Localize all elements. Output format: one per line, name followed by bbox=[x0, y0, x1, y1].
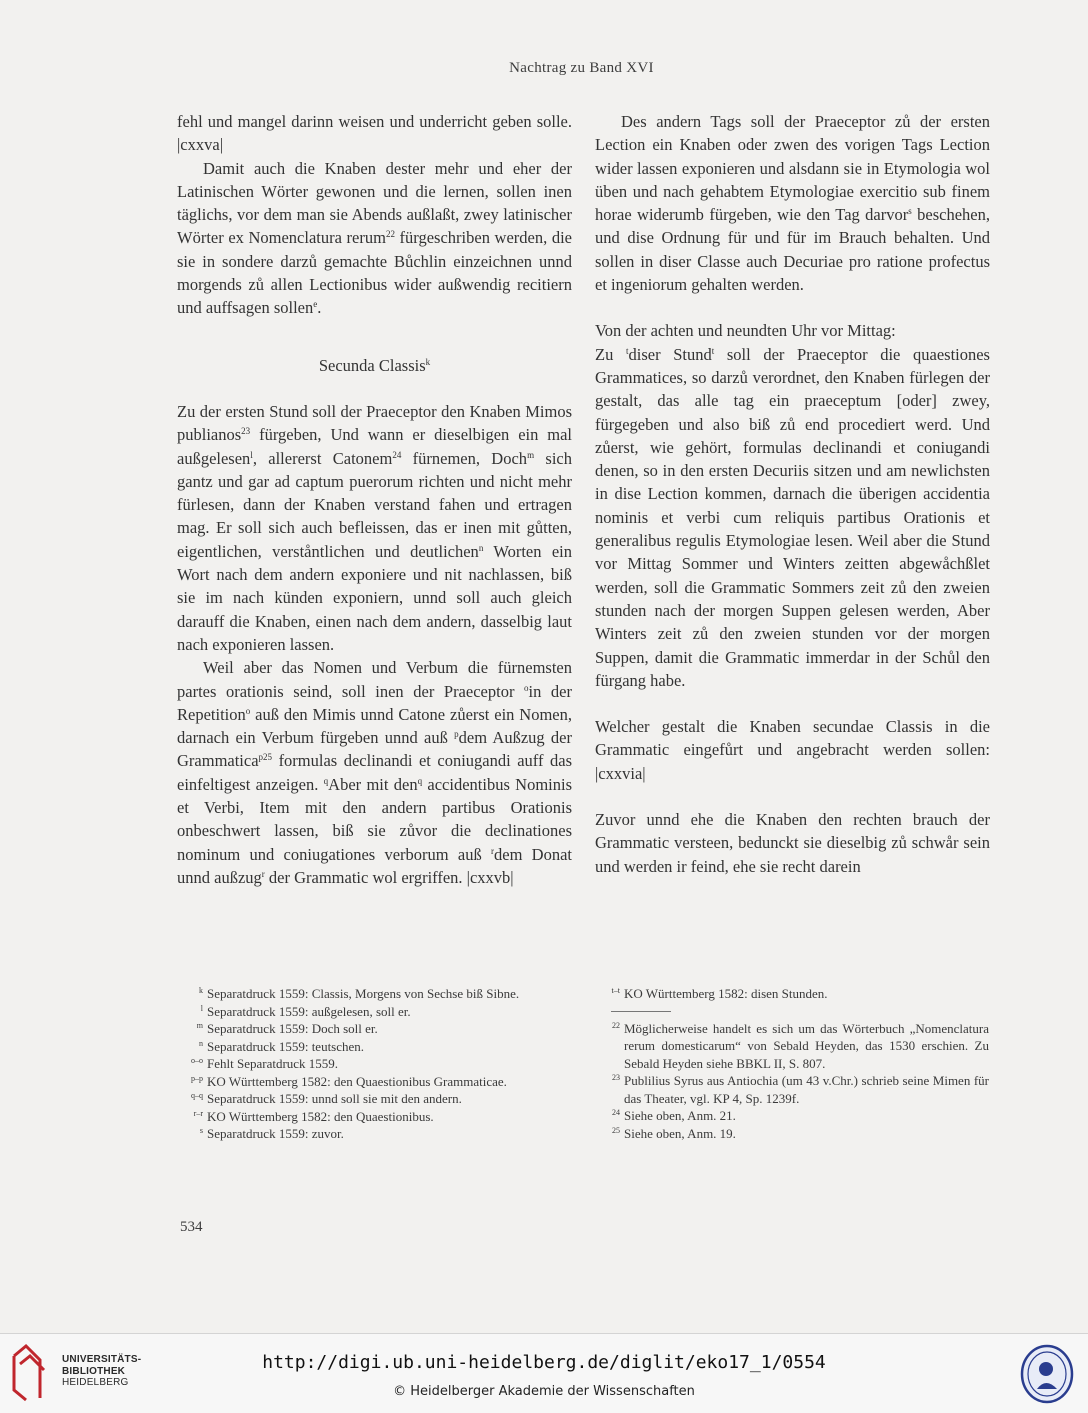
right-text-column bbox=[595, 110, 990, 878]
paragraph: Des andern Tags soll der Praeceptor zů der ersten Lection ein Knaben oder zwen des vorigen Tags Lection wider lassen exponieren und alsdann sie in Etymologia wol üben und nach gehabtem Etymologiae exercitio sub finem horae widerumb fürgeben, wie den Tag darvor$^s$ beschehen, und dise Ordnung für und für im Brauch behalten. Und sollen in diser Classe auch Decuriae pro ratione profectus et ingeniorum gehalten werden. bbox=[595, 112, 990, 295]
copyright-notice: © Heidelberger Akademie der Wissenschaften bbox=[393, 1384, 695, 1399]
footnote: k Separatdruck 1559: Classis, Morgens von Sechse biß Sibne. bbox=[199, 986, 520, 1001]
footnote: p–p KO Württemberg 1582: den Quaestionibus Grammaticae. bbox=[191, 1073, 507, 1089]
footnotes-left bbox=[186, 985, 576, 1143]
paragraph: Damit auch die Knaben dester mehr und eher der Latinischen Wörter gewonen und die lernen, sollen inen täglichs, vor dem man sie Abends außlaßt, zwey latinischer Wörter ex Nomenclatura rerum$^{22}$ fürgeschriben werden, die sie in sondere darzů gemachte Bůchlin einzeichnen unnd morgends zů allen Lectionibus wider außwendig recitiern und auffsagen sollen$^e$. bbox=[177, 158, 572, 318]
footnote: t–t KO Württemberg 1582: disen Stunden. bbox=[611, 986, 828, 1001]
footnote: n Separatdruck 1559: teutschen. bbox=[199, 1038, 365, 1054]
footnote: 22 Möglicherweise handelt es sich um das Wörterbuch „Nomenclatura rerum domesticarum“ von Sebald Heyden, das 1530 erschien. Zu Sebald Heyden siehe BBKL II, S. 807. bbox=[612, 1020, 989, 1071]
footnote: 24 Siehe oben, Anm. 21. bbox=[612, 1108, 736, 1123]
footnote: 23 Publilius Syrus aus Antiochia (um 43 v.Chr.) schrieb seine Mimen für das Theater, vgl. KP 4, Sp. 1239f. bbox=[612, 1073, 989, 1106]
left-text-column bbox=[177, 110, 572, 889]
footnotes-right bbox=[603, 985, 989, 1142]
footnote-divider bbox=[611, 1011, 671, 1012]
footnote: r–r KO Württemberg 1582: den Quaestionibus. bbox=[193, 1108, 434, 1124]
paragraph: Welcher gestalt die Knaben secundae Classis in die Grammatic eingefůrt und angebracht werden sollen: |cxxvia| bbox=[595, 717, 990, 783]
running-header: Nachtrag zu Band XVI bbox=[509, 60, 654, 76]
page-number: 534 bbox=[180, 1219, 203, 1235]
footnote: l Separatdruck 1559: außgelesen, soll er. bbox=[200, 1003, 411, 1019]
paragraph: Zu der ersten Stund soll der Praeceptor den Knaben Mimos publianos$^{23}$ fürgeben, Und wann er dieselbigen ein mal außgelesen$^l$, allererst Catonem$^{24}$ fürnemen, Doch$^m$ sich gantz und gar ad captum puerorum richten und nicht mehr fürlesen, dann der Knaben verstand fahen und ertragen mag. Er soll sich auch befleissen, das er inen mit gůtten, eigentlichen, verståntlichen und deutlichen$^n$ Worten ein Wort nach dem andern exponiere und nit nachlassen, biß sie im nach künden exponiern, unnd soll auch gleich darauff die Knaben, einen nach dem andern, dasselbig laut nach exponieren lassen. bbox=[177, 401, 573, 654]
library-name: UNIVERSITÄTS- BIBLIOTHEK HEIDELBERG bbox=[62, 1354, 142, 1388]
footnote: o–o Fehlt Separatdruck 1559. bbox=[191, 1056, 339, 1071]
footnote: m Separatdruck 1559: Doch soll er. bbox=[196, 1021, 378, 1036]
academy-seal-icon bbox=[1020, 1344, 1074, 1404]
paragraph: Weil aber das Nomen und Verbum die fürnemsten partes orationis seind, soll inen der Praeceptor $^o$in der Repetition$^o$ auß den Mimis unnd Catone zůerst ein Nomen, darnach ein Verbum fürgeben unnd auß $^p$dem Außzug der Grammatica$^{p25}$ formulas declinandi et coniugandi auff das einfeltigest anzeigen. $^q$Aber mit den$^q$ accidentibus Nominis et Verbi, Item mit den andern partibus Orationis onbeschwert lassen, biß sie zůvor die declinationes nominum und coniugationes verborum auß $^r$dem Donat unnd außzug$^r$ der Grammatic wol ergriffen. |cxxvb| bbox=[177, 658, 573, 887]
section-heading: Von der achten und neundten Uhr vor Mittag: bbox=[595, 321, 896, 341]
viewer-footer bbox=[0, 1333, 1088, 1413]
footnote: 25 Siehe oben, Anm. 19. bbox=[612, 1125, 736, 1141]
paragraph: fehl und mangel darinn weisen und underricht geben solle. |cxxva| bbox=[177, 112, 572, 155]
footnote: s Separatdruck 1559: zuvor. bbox=[199, 1126, 344, 1141]
footnote: q–q Separatdruck 1559: unnd soll sie mit den andern. bbox=[191, 1091, 462, 1106]
paragraph: Zuvor unnd ehe die Knaben den rechten brauch der Grammatic versteen, bedunckt sie dieselbig zů schwår sein und werden ir feind, ehe sie recht darein bbox=[595, 810, 990, 876]
paragraph: Zu $^t$diser Stund$^t$ soll der Praeceptor die quaestiones Grammatices, so darzů verordnet, den Knaben fürlegen der gestalt, das alle tag ein praeceptum [oder] zwey, fürgegeben und also biß zů end procediert werd. Und zůerst, wie gehört, formulas declinandi et coniugandi denen, so in den ersten Decuriis sitzen und am newlichsten in dise Lection kommen, darnach die überigen accidentia nominis et verbi cum reliquis partibus Orationis et generalibus regulis Etymologiae lesen. Weil aber die Stund vor Mittag Sommer und Winters zeitten abgewåchßlet werden, soll die Grammatic Sommers zeit zů den zweien stunden nach der morgen Suppen gelesen werden, Aber Winters zeit zů den zweien stunden vor der morgen Suppen, damit die Grammatic immerdar in der Schůl den fürgang habe. bbox=[595, 344, 990, 690]
section-title: Secunda Classis$^k$ bbox=[318, 355, 431, 375]
permalink-url[interactable]: http://digi.ub.uni-heidelberg.de/diglit/eko17_1/0554 bbox=[262, 1352, 826, 1373]
